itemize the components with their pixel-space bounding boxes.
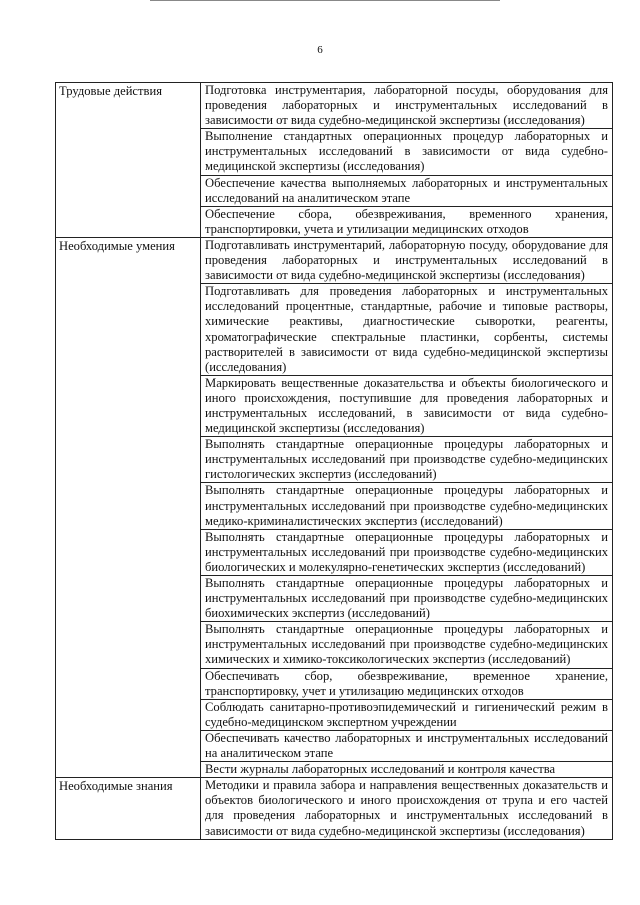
category-cell: Трудовые действия — [56, 83, 201, 238]
item-cell: Маркировать вещественные доказательства и объекты биологического и иного происхождения, поступившие для проведения лабораторных и инструментальных исследований, в зависимости от вида судебно-медицинской экспертизы (исследования) — [201, 375, 613, 436]
item-cell: Обеспечение сбора, обезвреживания, временного хранения, транспортировки, учета и утилизации медицинских отходов — [201, 206, 613, 237]
item-cell: Выполнять стандартные операционные процедуры лабораторных и инструментальных исследований при производстве судебно-медицинских химических и химико-токсикологических экспертиз (исследований) — [201, 622, 613, 668]
requirements-table — [55, 82, 613, 840]
table-row — [56, 83, 613, 129]
item-cell: Выполнять стандартные операционные процедуры лабораторных и инструментальных исследований при производстве судебно-медицинских гистологических экспертиз (исследований) — [201, 437, 613, 483]
item-cell: Соблюдать санитарно-противоэпидемический и гигиенический режим в судебно-медицинском экспертном учреждении — [201, 699, 613, 730]
item-cell: Обеспечивать сбор, обезвреживание, временное хранение, транспортировку, учет и утилизацию медицинских отходов — [201, 668, 613, 699]
item-cell: Выполнять стандартные операционные процедуры лабораторных и инструментальных исследований при производстве судебно-медицинских биохимических экспертиз (исследований) — [201, 576, 613, 622]
page-number: 6 — [317, 44, 323, 56]
item-cell: Подготавливать инструментарий, лабораторную посуду, оборудование для проведения лабораторных и инструментальных исследований в зависимости от вида судебно-медицинской экспертизы (исследования) — [201, 237, 613, 283]
category-cell: Необходимые умения — [56, 237, 201, 777]
item-cell: Выполнять стандартные операционные процедуры лабораторных и инструментальных исследований при производстве судебно-медицинских биологических и молекулярно-генетических экспертиз (исследований) — [201, 529, 613, 575]
item-cell: Вести журналы лабораторных исследований и контроля качества — [201, 762, 613, 778]
item-cell: Подготавливать для проведения лабораторных и инструментальных исследований процентные, стандартные, рабочие и типовые растворы, химические реактивы, диагностические сыворотки, реагенты, хроматографические спектральные пластинки, сорбенты, системы растворителей в зависимости от вида судебно-медицинской экспертизы (исследования) — [201, 284, 613, 376]
item-cell: Подготовка инструментария, лабораторной посуды, оборудования для проведения лабораторных и инструментальных исследований в зависимости от вида судебно-медицинской экспертизы (исследования) — [201, 83, 613, 129]
category-cell: Необходимые знания — [56, 778, 201, 839]
item-cell: Методики и правила забора и направления вещественных доказательств и объектов биологического и иного происхождения от трупа и его частей для проведения лабораторных и инструментальных исследований в зависимости от вида судебно-медицинской экспертизы (исследования) — [201, 778, 613, 839]
item-cell: Выполнение стандартных операционных процедур лабораторных и инструментальных исследований в зависимости от вида судебно-медицинской экспертизы (исследования) — [201, 129, 613, 175]
item-cell: Обеспечение качества выполняемых лабораторных и инструментальных исследований на аналитическом этапе — [201, 175, 613, 206]
table-row — [56, 237, 613, 283]
item-cell: Обеспечивать качество лабораторных и инструментальных исследований на аналитическом этапе — [201, 730, 613, 761]
item-cell: Выполнять стандартные операционные процедуры лабораторных и инструментальных исследований при производстве судебно-медицинских медико-криминалистических экспертиз (исследований) — [201, 483, 613, 529]
top-rule — [150, 0, 500, 1]
table-row — [56, 778, 613, 839]
